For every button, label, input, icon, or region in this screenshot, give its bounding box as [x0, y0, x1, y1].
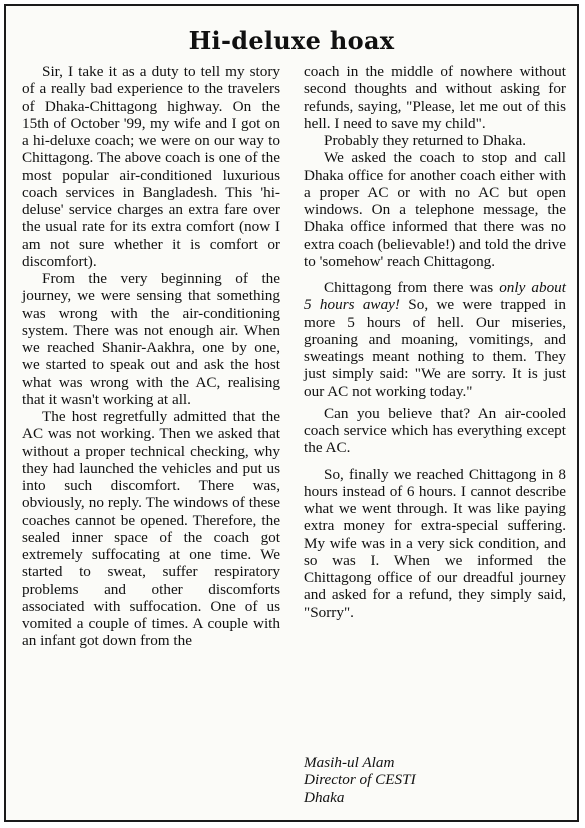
- paragraph-intro: Sir, I take it as a duty to tell my story of a really bad experience to the travelers of Dhaka-Chittagong highway. On the 15th of October '99, my wife and I got on a hi-deluxe coach; we were on our way to Chittagong. The above coach is one of the most popular air-conditioned luxurious coach services in Bangladesh. This 'hi-deluse' service charges an extra fare over the usual rate for its extra comfort (now I am not sure whether it is comfort or discomfort).: [22, 63, 280, 270]
- paragraph-returned: Probably they returned to Dhaka.: [324, 132, 527, 149]
- paragraph-asked-stop: We asked the coach to stop and call Dhaka office for another coach either with a proper AC or with no AC but open windows. On a telephone message, the Dhaka office informed that there was no extra coach (believable!) and told the drive to 'somehow' reach Chittagong.: [304, 149, 566, 270]
- paragraph-chittagong: [304, 279, 566, 400]
- chittagong-italic-phrase: only about 5 hours away!: [304, 279, 566, 314]
- paragraph-final: So, finally we reached Chittagong in 8 hours instead of 6 hours. I cannot describe what we went through. It was like paying extra money for extra-special suffering. My wife was in a very sick condition, and so was I. When we informed the Chittagong office of our dreadful journey and asked for a refund, they simply said, "Sorry".: [304, 465, 566, 621]
- signature-place: Dhaka: [304, 788, 345, 806]
- chittagong-text-start: Chittagong from there was: [324, 279, 500, 296]
- paragraph-believe: Can you believe that? An air-cooled coach service which has everything except the AC.: [304, 404, 566, 457]
- right-column: [304, 63, 566, 621]
- chittagong-text-end: So, we were trapped in more 5 hours of hell. Our miseries, groaning and moaning, vomitings, and sweatings meant nothing to them. They just simply said: "We are sorry. It is just our AC not working today.": [304, 296, 566, 400]
- signature-title: Director of CESTI: [304, 771, 416, 789]
- paragraph-continuation: coach in the middle of nowhere without second thoughts and without asking for refunds, saying, "Please, let me out of this hell. I need to save my child".: [304, 63, 566, 132]
- signature-name: Masih-ul Alam: [304, 754, 395, 771]
- newspaper-letter-clipping: [4, 4, 579, 822]
- left-column: [22, 63, 280, 650]
- signature-block: [304, 754, 416, 806]
- paragraph-host: The host regretfully admitted that the AC was not working. Then we asked that without a proper technical checking, why they had launched the vehicles and put us into such discomfort. There was, obviously, no reply. The windows of these coaches cannot be opened. Therefore, the sealed inner space of the coach got extremely suffocating at one time. We started to sweat, suffer respiratory problems and other discomforts associated with suffocation. One of us vomited a couple of times. A couple with an infant got down from the: [22, 408, 280, 650]
- headline: Hi-deluxe hoax: [188, 26, 395, 55]
- paragraph-beginning: From the very beginning of the journey, we were sensing that something was wrong with the air-conditioning system. There was not enough air. When we reached Shanir-Aakhra, one by one, we started to speak out and ask the host what was wrong with the AC, realising that it wasn't working at all.: [22, 270, 280, 408]
